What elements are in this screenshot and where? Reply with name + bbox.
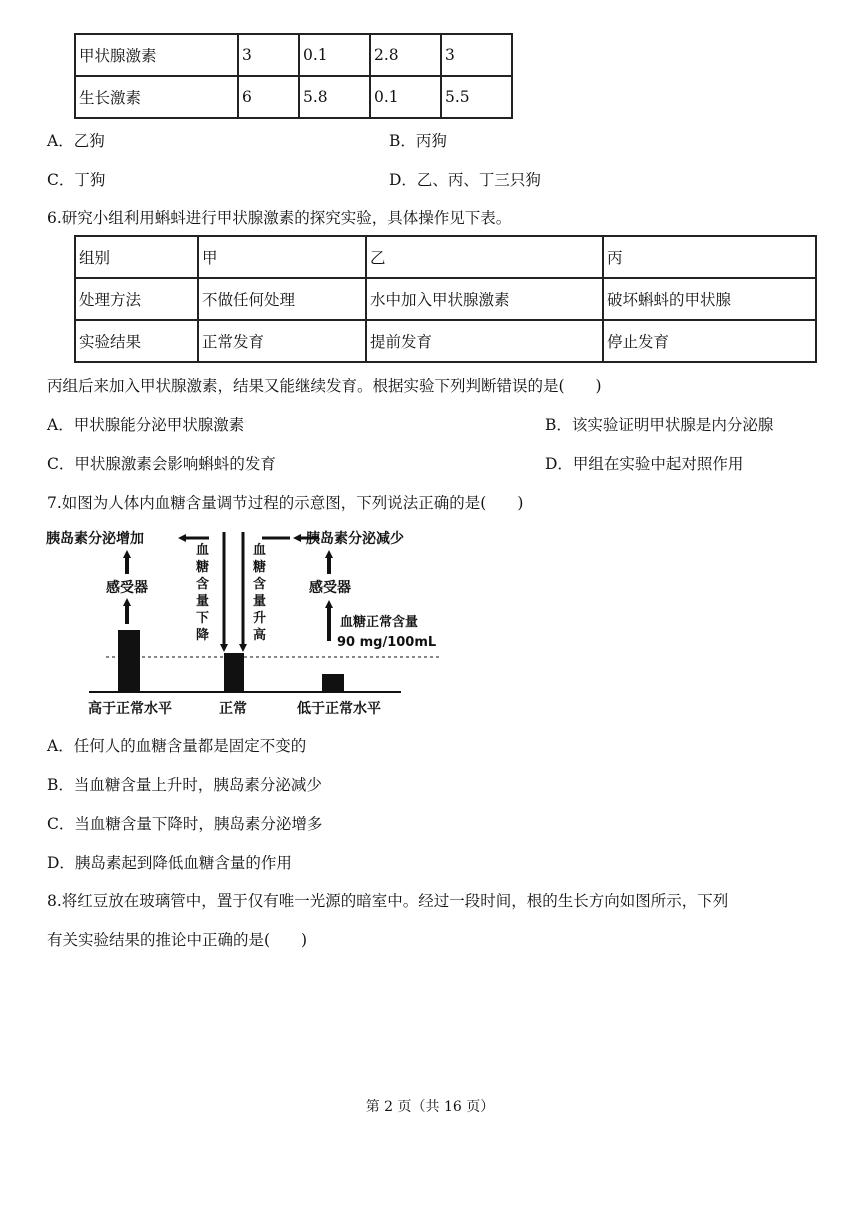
insulin-increase-label: 胰岛素分泌增加 bbox=[46, 531, 144, 547]
table-cell: 甲 bbox=[198, 236, 366, 278]
page-footer: 第 2 页（共 16 页） bbox=[365, 1099, 495, 1115]
hormone-table bbox=[74, 33, 513, 119]
table-cell: 生长激素 bbox=[75, 76, 238, 118]
table-cell: 2.8 bbox=[370, 34, 441, 76]
table-cell: 5.5 bbox=[441, 76, 512, 118]
table-cell: 处理方法 bbox=[75, 278, 198, 320]
tadpole-experiment-table bbox=[74, 235, 817, 363]
bar-high bbox=[118, 630, 140, 692]
insulin-decrease-label: 胰岛素分泌减少 bbox=[306, 531, 404, 547]
q6-option-d[interactable]: D．甲组在实验中起对照作用 bbox=[545, 455, 744, 473]
table-cell: 提前发育 bbox=[366, 320, 603, 362]
table-cell: 3 bbox=[441, 34, 512, 76]
q8-stem-line2: 有关实验结果的推论中正确的是( ) bbox=[47, 931, 308, 949]
table-cell: 6 bbox=[238, 76, 299, 118]
x-label-normal: 正常 bbox=[219, 701, 247, 717]
table-cell: 甲状腺激素 bbox=[75, 34, 238, 76]
table-cell: 实验结果 bbox=[75, 320, 198, 362]
receptor-right-label: 感受器 bbox=[309, 580, 351, 596]
normal-level-value: 90 mg/100mL bbox=[337, 635, 437, 650]
table-row bbox=[75, 236, 816, 278]
q8-stem-line1: 8.将红豆放在玻璃管中，置于仅有唯一光源的暗室中。经过一段时间，根的生长方向如图所示，下列 bbox=[47, 892, 729, 910]
q6-followup: 丙组后来加入甲状腺激素，结果又能继续发育。根据实验下列判断错误的是( ) bbox=[47, 377, 602, 395]
table-cell: 5.8 bbox=[299, 76, 370, 118]
receptor-left-label: 感受器 bbox=[106, 580, 148, 596]
q7-option-b[interactable]: B．当血糖含量上升时，胰岛素分泌减少 bbox=[47, 776, 322, 794]
q7-option-c[interactable]: C．当血糖含量下降时，胰岛素分泌增多 bbox=[47, 815, 323, 833]
q5-option-c[interactable]: C．丁狗 bbox=[47, 171, 106, 189]
table-cell: 0.1 bbox=[370, 76, 441, 118]
normal-level-label: 血糖正常含量 bbox=[340, 615, 419, 630]
table-cell: 水中加入甲状腺激素 bbox=[366, 278, 603, 320]
bar-low bbox=[322, 674, 344, 692]
table-cell: 乙 bbox=[366, 236, 603, 278]
q5-option-b[interactable]: B．丙狗 bbox=[389, 132, 447, 150]
table-cell: 破坏蝌蚪的甲状腺 bbox=[603, 278, 816, 320]
table-row bbox=[75, 278, 816, 320]
q7-option-d[interactable]: D．胰岛素起到降低血糖含量的作用 bbox=[47, 854, 292, 872]
q7-option-a[interactable]: A．任何人的血糖含量都是固定不变的 bbox=[47, 737, 307, 755]
table-cell: 停止发育 bbox=[603, 320, 816, 362]
x-label-high: 高于正常水平 bbox=[88, 701, 172, 717]
blood-glucose-diagram bbox=[44, 526, 444, 726]
table-cell: 正常发育 bbox=[198, 320, 366, 362]
glucose-fall-label: 血糖含量下降 bbox=[196, 543, 210, 643]
q6-option-b[interactable]: B．该实验证明甲状腺是内分泌腺 bbox=[545, 416, 774, 434]
q6-stem: 6.研究小组利用蝌蚪进行甲状腺激素的探究实验，具体操作见下表。 bbox=[47, 209, 512, 227]
q5-option-a[interactable]: A．乙狗 bbox=[47, 132, 105, 150]
q5-option-d[interactable]: D．乙、丙、丁三只狗 bbox=[389, 171, 541, 189]
table-cell: 丙 bbox=[603, 236, 816, 278]
bar-normal bbox=[224, 653, 244, 692]
table-cell: 3 bbox=[238, 34, 299, 76]
table-row bbox=[75, 34, 512, 76]
table-cell: 不做任何处理 bbox=[198, 278, 366, 320]
table-cell: 0.1 bbox=[299, 34, 370, 76]
table-row bbox=[75, 76, 512, 118]
q6-option-a[interactable]: A．甲状腺能分泌甲状腺激素 bbox=[47, 416, 245, 434]
table-row bbox=[75, 320, 816, 362]
glucose-rise-label: 血糖含量升高 bbox=[253, 543, 267, 643]
q6-option-c[interactable]: C．甲状腺激素会影响蝌蚪的发育 bbox=[47, 455, 276, 473]
x-label-low: 低于正常水平 bbox=[297, 701, 381, 717]
q7-stem: 7.如图为人体内血糖含量调节过程的示意图，下列说法正确的是( ) bbox=[47, 494, 524, 512]
table-cell: 组别 bbox=[75, 236, 198, 278]
